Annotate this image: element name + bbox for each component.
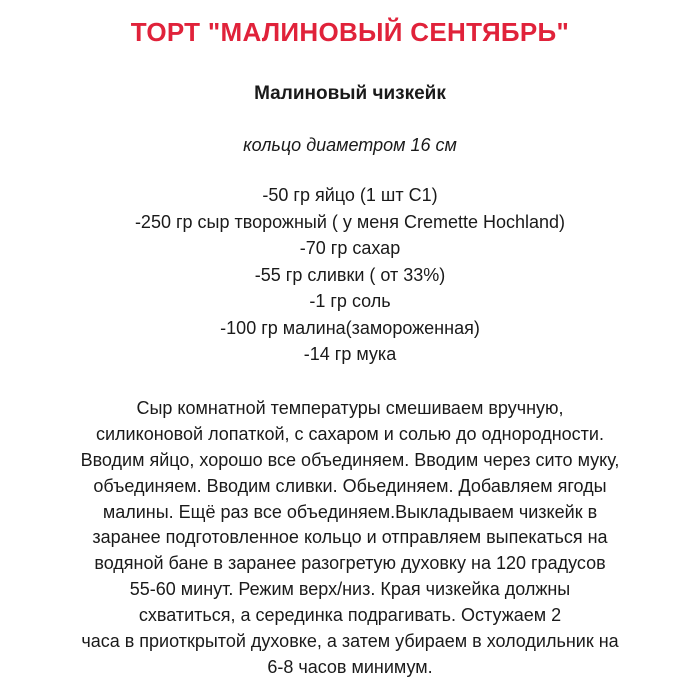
- method-line: водяной бане в заранее разогретую духовку на 120 градусов: [94, 553, 606, 574]
- method-line: схватиться, а серединка подрагивать. Остужаем 2: [138, 605, 562, 626]
- method-paragraph: [0, 396, 700, 681]
- method-line: заранее подготовленное кольцо и отправляем выпекаться на: [92, 527, 608, 548]
- method-line: объединяем. Вводим сливки. Обьединяем. Добавляем ягоды: [93, 475, 607, 496]
- ingredient-item: -250 гр сыр творожный ( у меня Cremette Hochland): [134, 211, 566, 232]
- recipe-title: ТОРТ "МАЛИНОВЫЙ СЕНТЯБРЬ": [130, 17, 570, 47]
- ingredient-item: -14 гр мука: [303, 344, 397, 364]
- method-line: часа в приоткрытой духовке, а затем убираем в холодильник на: [81, 631, 619, 652]
- method-line: малины. Ещё раз все объединяем.Выкладываем чизкейк в: [102, 501, 598, 522]
- recipe-subtitle: Малиновый чизкейк: [254, 83, 446, 104]
- ingredients-list: [0, 182, 700, 368]
- ingredient-item: -70 гр сахар: [299, 238, 401, 258]
- ingredient-item: -100 гр малина(замороженная): [220, 317, 480, 338]
- method-line: силиконовой лопаткой, с сахаром и солью до однородности.: [96, 423, 604, 444]
- method-line: Сыр комнатной температуры смешиваем вручную,: [136, 398, 564, 418]
- ingredient-item: -1 гр соль: [309, 291, 391, 311]
- method-line: 55-60 минут. Режим верх/низ. Края чизкейка должны: [129, 579, 571, 600]
- ingredient-item: -50 гр яйцо (1 шт С1): [262, 185, 438, 205]
- ring-size-note: кольцо диаметром 16 см: [243, 135, 457, 155]
- method-line: 6-8 часов минимум.: [267, 656, 433, 677]
- ingredient-item: -55 гр сливки ( от 33%): [254, 264, 446, 285]
- method-line: Вводим яйцо, хорошо все объединяем. Вводим через сито муку,: [80, 449, 620, 470]
